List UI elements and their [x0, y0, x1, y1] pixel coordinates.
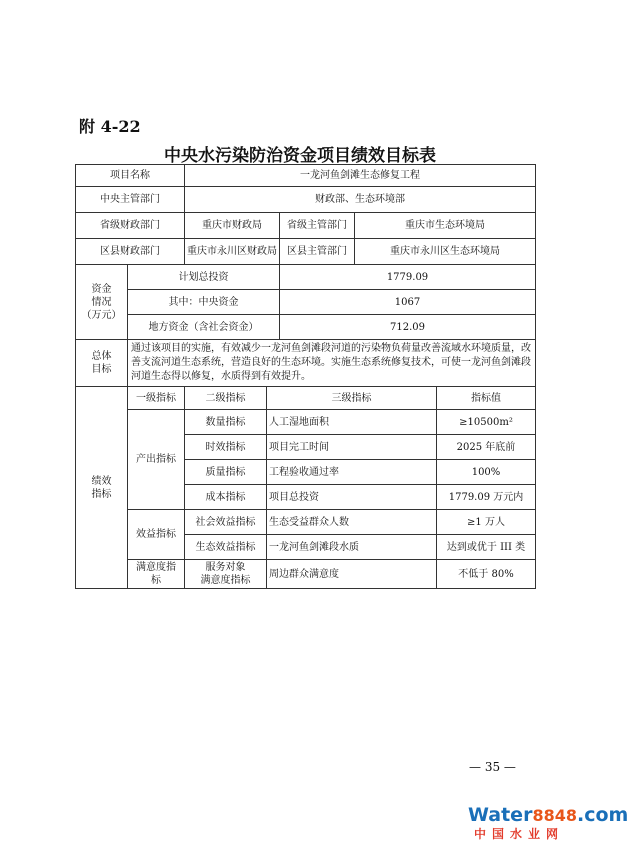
- value-cell: 100%: [437, 460, 536, 485]
- funds-row-label: 计划总投资: [128, 265, 280, 290]
- header-cell: 三级指标: [267, 387, 437, 410]
- county-dept-value: 重庆市永川区生态环境局: [355, 239, 536, 265]
- funds-label: [76, 265, 128, 340]
- funds-row-label: 地方资金（含社会资金）: [128, 315, 280, 340]
- table-row: [76, 265, 536, 290]
- goal-label-line: 目标: [91, 364, 112, 375]
- l3-cell: 工程验收通过率: [267, 460, 437, 485]
- l2-cell: [185, 560, 267, 589]
- site-logo: [468, 804, 628, 844]
- page-number: — 35 —: [469, 760, 516, 774]
- county-fin-label: 区县财政部门: [76, 239, 185, 265]
- value-cell: 达到或优于 III 类: [437, 535, 536, 560]
- performance-table: [75, 164, 536, 589]
- logo-subtitle: 中国水业网: [474, 827, 565, 841]
- prov-fin-value: 重庆市财政局: [185, 213, 280, 239]
- l3-cell: 生态受益群众人数: [267, 510, 437, 535]
- table-row: [76, 510, 536, 535]
- l2-cell: 社会效益指标: [185, 510, 267, 535]
- l3-cell: 项目完工时间: [267, 435, 437, 460]
- value-cell: 1779.09 万元内: [437, 485, 536, 510]
- prov-fin-label: 省级财政部门: [76, 213, 185, 239]
- l2-cell: 质量指标: [185, 460, 267, 485]
- logo-wordmark: [468, 804, 628, 827]
- goal-label-line: 总体: [91, 351, 112, 362]
- l2-cell: 时效指标: [185, 435, 267, 460]
- l2-line: 服务对象: [205, 562, 246, 573]
- header-cell: 二级指标: [185, 387, 267, 410]
- table-row: [76, 340, 536, 387]
- perf-label-line: 绩效: [91, 475, 112, 487]
- l2-cell: 生态效益指标: [185, 535, 267, 560]
- funds-label-line: 情况: [91, 296, 112, 308]
- sat-label-line: 标: [151, 575, 161, 586]
- logo-word: Water: [468, 804, 533, 826]
- table-row: [76, 213, 536, 239]
- header-cell: 一级指标: [128, 387, 185, 410]
- prov-dept-label: 省级主管部门: [280, 213, 355, 239]
- value-cell: 不低于 80%: [437, 560, 536, 589]
- funds-label-line: （万元）: [81, 309, 122, 321]
- project-name-value: 一龙河鱼剑滩生态修复工程: [185, 165, 536, 187]
- perf-label-line: 指标: [91, 488, 112, 500]
- value-cell: ≥1 万人: [437, 510, 536, 535]
- funds-row-value: 712.09: [280, 315, 536, 340]
- funds-row-label: 其中：中央资金: [128, 290, 280, 315]
- logo-suffix: .com: [576, 804, 628, 826]
- value-cell: ≥10500m²: [437, 410, 536, 435]
- l3-cell: 人工湿地面积: [267, 410, 437, 435]
- county-dept-label: 区县主管部门: [280, 239, 355, 265]
- table-row: [76, 187, 536, 213]
- project-name-label: 项目名称: [76, 165, 185, 187]
- table-row: [76, 239, 536, 265]
- central-dept-label: 中央主管部门: [76, 187, 185, 213]
- l2-cell: 数量指标: [185, 410, 267, 435]
- l3-cell: 一龙河鱼剑滩段水质: [267, 535, 437, 560]
- appendix-number: 附 4-22: [79, 117, 141, 136]
- l3-cell: 周边群众满意度: [267, 560, 437, 589]
- table-row: [76, 165, 536, 187]
- header-cell: 指标值: [437, 387, 536, 410]
- document-title: 中央水污染防治资金项目绩效目标表: [164, 146, 436, 166]
- goal-label: [76, 340, 128, 387]
- central-dept-value: 财政部、生态环境部: [185, 187, 536, 213]
- l2-cell: 成本指标: [185, 485, 267, 510]
- sat-label-line: 满意度指: [136, 562, 176, 573]
- output-indicator-label: 产出指标: [128, 410, 185, 510]
- perf-label: [76, 387, 128, 589]
- funds-row-value: 1067: [280, 290, 536, 315]
- l3-cell: 项目总投资: [267, 485, 437, 510]
- county-fin-value: 重庆市永川区财政局: [185, 239, 280, 265]
- table-row: [76, 410, 536, 435]
- funds-row-value: 1779.09: [280, 265, 536, 290]
- table-row: [76, 387, 536, 410]
- table-row: [76, 315, 536, 340]
- funds-label-line: 资金: [91, 283, 112, 295]
- logo-number: 8848: [532, 806, 577, 825]
- prov-dept-value: 重庆市生态环境局: [355, 213, 536, 239]
- l2-line: 满意度指标: [200, 575, 251, 586]
- table-row: [76, 560, 536, 589]
- benefit-indicator-label: 效益指标: [128, 510, 185, 560]
- goal-text: 通过该项目的实施，有效减少一龙河鱼剑滩段河道的污染物负荷量改善流域水环境质量，改善支流河道生态系统，营造良好的生态环境。实施生态系统修复技术，可使一龙河鱼剑滩段河道生态得以修复，水质得到有效提升。: [128, 340, 536, 387]
- table-row: [76, 290, 536, 315]
- satisfaction-indicator-label: [128, 560, 185, 589]
- value-cell: 2025 年底前: [437, 435, 536, 460]
